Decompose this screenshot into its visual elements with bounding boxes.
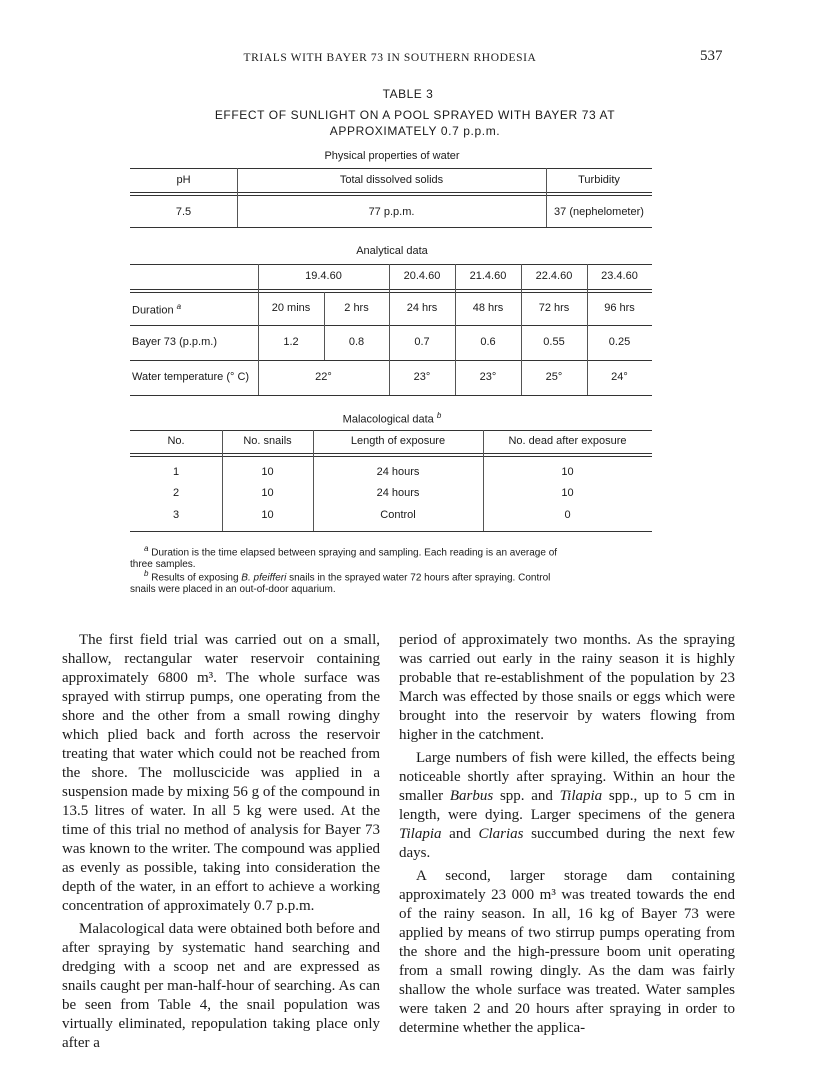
- duration-value: 20 mins: [271, 302, 311, 314]
- malaco-cell: 10: [261, 487, 274, 499]
- bayer-value: 1.2: [283, 336, 299, 348]
- duration-value: 72 hrs: [538, 302, 570, 314]
- date-2: 20.4.60: [403, 270, 441, 282]
- malaco-cell: 24 hours: [376, 487, 420, 499]
- page-number: 537: [700, 48, 723, 64]
- paragraph: A second, larger storage dam containing approximately 23 000 m³ was treated towards the end of the rainy season. In all, 16 kg of Bayer 73 were applied by means of two stirrup pumps operating from the shore and the high-pressure boom unit operating from a small rowing dingly. As the dam was fairly shallow the whole surface was treated. Water samples were taken 2 and 20 hours after spraying in order to determine whether the applica-: [399, 868, 735, 1036]
- paragraph: The first field trial was carried out on a small, shallow, rectangular water reservoir containing approximately 6800 m³. The whole surface was sprayed with stirrup pumps, one operating from the shore and the other from a small rowing dinghy which plied back and forth across the reservoir treating that water which could not be reached from the shore. The molluscicide was applied in a suspension made by mixing 56 g of the compound in 13.5 litres of water. In all 5 kg were used. At the time of this trial no method of analysis for Bayer 73 was known to the writer. The compound was applied as evenly as possible, taking into consideration the depth of the water, in an effort to achieve a working concentration of approximately 0.7 p.p.m.: [62, 632, 380, 914]
- analytical-section-title: Analytical data: [356, 245, 428, 257]
- malaco-header-dead: No. dead after exposure: [508, 435, 627, 447]
- temperature-value: 24°: [611, 371, 628, 383]
- duration-label: Duration $^a$: [132, 302, 182, 317]
- date-4: 22.4.60: [535, 270, 573, 282]
- physical-value-ph: 7.5: [175, 206, 192, 218]
- bayer-label: Bayer 73 (p.p.m.): [132, 336, 217, 348]
- malaco-cell: 24 hours: [376, 466, 420, 478]
- physical-header-ph: pH: [176, 174, 191, 186]
- table-title: [150, 107, 680, 139]
- temperature-label: Water temperature (° C): [132, 371, 250, 383]
- table-title-line1: EFFECT OF SUNLIGHT ON A POOL SPRAYED WITH BAYER 73 AT: [214, 108, 616, 122]
- malaco-cell: 10: [561, 466, 574, 478]
- malaco-header-exposure: Length of exposure: [350, 435, 446, 447]
- bayer-value: 0.25: [608, 336, 631, 348]
- malaco-cell: 3: [172, 509, 180, 521]
- temperature-value: 23°: [413, 371, 431, 383]
- footnote-a: $^a$ Duration is the time elapsed between spraying and sampling. Each reading is an average of three samples.: [130, 544, 558, 571]
- duration-value: 2 hrs: [344, 302, 369, 314]
- bayer-value: 0.8: [348, 336, 365, 348]
- malaco-cell: 1: [172, 466, 180, 478]
- malaco-cell: 0: [564, 509, 571, 521]
- physical-value-tds: 77 p.p.m.: [368, 206, 415, 218]
- date-5: 23.4.60: [601, 270, 638, 282]
- malaco-cell: 10: [261, 509, 274, 521]
- paragraph: Large numbers of fish were killed, the effects being noticeable shortly after spraying. Within an hour the smaller Barbus spp. and Tilapia spp., up to 5 cm in length, were dying. Larger specimens of the genera Tilapia and Clarias succumbed during the next few days.: [399, 750, 736, 861]
- temperature-value: 22°: [315, 371, 332, 383]
- paragraph: Malacological data were obtained both before and after spraying by systematic hand searching and dredging with a scoop net and are expressed as snails caught per man-half-hour of searching. As can be seen from Table 4, the snail population was virtually eliminated, repopulation taking place only after a: [62, 921, 380, 1051]
- body-left-column: [62, 631, 380, 1053]
- malaco-cell: Control: [380, 509, 416, 521]
- duration-value: 48 hrs: [472, 302, 504, 314]
- table-label: TABLE 3: [382, 87, 434, 101]
- footnote-b: $^b$ Results of exposing B. pfeifferi snails in the sprayed water 72 hours after spraying. Control snails were placed in an out-of-door aquarium.: [130, 569, 551, 596]
- paragraph: period of approximately two months. As the spraying was carried out early in the rainy season it is highly probable that re-establishment of the population by 23 March was effected by those snails or eggs which were brought into the reservoir by waters flowing from higher in the catchment.: [399, 632, 735, 743]
- physical-header-turbidity: Turbidity: [578, 174, 620, 186]
- running-head: TRIALS WITH BAYER 73 IN SOUTHERN RHODESIA: [243, 52, 537, 64]
- physical-value-turbidity: 37 (nephelometer): [554, 206, 644, 218]
- malaco-cell: 2: [172, 487, 180, 499]
- malacological-section-title: Malacological data $^b$: [342, 411, 442, 426]
- duration-value: 96 hrs: [604, 302, 635, 314]
- bayer-value: 0.7: [414, 336, 430, 348]
- temperature-value: 23°: [479, 371, 497, 383]
- temperature-value: 25°: [545, 371, 563, 383]
- table-title-line2: APPROXIMATELY 0.7 p.p.m.: [329, 124, 501, 138]
- physical-header-tds: Total dissolved solids: [339, 174, 444, 186]
- bayer-value: 0.55: [543, 336, 565, 348]
- date-1: 19.4.60: [305, 270, 342, 282]
- malaco-cell: 10: [561, 487, 574, 499]
- body-right-column: [399, 631, 735, 1038]
- bayer-value: 0.6: [480, 336, 496, 348]
- malaco-header-no: No.: [167, 435, 185, 447]
- malaco-header-snails: No. snails: [243, 435, 292, 447]
- date-3: 21.4.60: [469, 270, 507, 282]
- malaco-cell: 10: [261, 466, 274, 478]
- duration-value: 24 hrs: [406, 302, 438, 314]
- physical-section-title: Physical properties of water: [324, 150, 460, 162]
